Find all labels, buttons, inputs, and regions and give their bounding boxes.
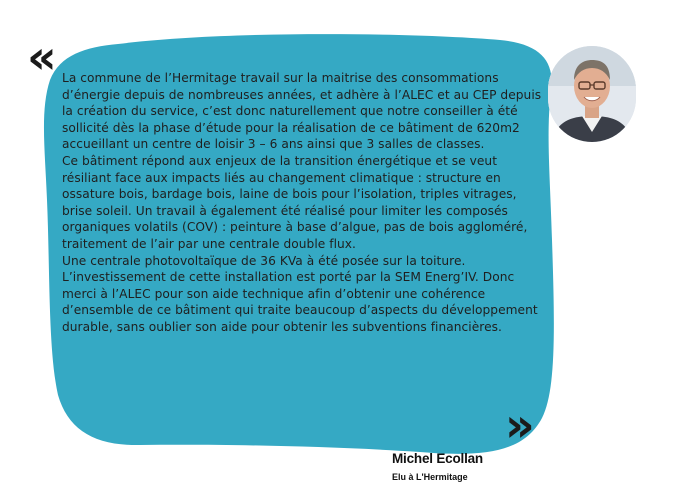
testimonial-paragraph-2: Ce bâtiment répond aux enjeux de la transition énergétique et se veut résiliant face aux impacts liés au changement climatique : structure en ossature bois, bardage bois, laine de bois pour l’isolation, triples vitrages, brise soleil. Un travail à également été réalisé pour limiter les composés organiques volatils (COV) : peinture à base d’algue, pas de bois aggloméré, traitement de l’air par une centrale double flux. — [62, 153, 528, 251]
portrait-photo-icon — [548, 46, 636, 142]
testimonial-paragraph-3: Une centrale photovoltaïque de 36 KVa à été posée sur la toiture. L’investissement de cette installation est porté par la SEM Energ’IV. Donc merci à l’ALEC pour son aide technique afin d’obtenir une cohérence d’ensemble de ce bâtiment qui traite beaucoup d’aspects du développement durable, sans oublier son aide pour obtenir les subventions financières. — [62, 253, 538, 334]
testimonial-text — [62, 70, 546, 336]
signature-name: Michel Ecollan — [392, 451, 483, 466]
testimonial-paragraph-1: La commune de l’Hermitage travail sur la maitrise des consommations d’énergie depuis de nombreuses années, et adhère à l’ALEC et au CEP depuis la création du service, c’est donc naturellement que notre conseiller à été sollicité dès la phase d’étude pour la réalisation de ce bâtiment de 620m2 accueillant un centre de loisir 3 – 6 ans ainsi que 3 salles de classes. — [62, 71, 542, 152]
open-quote-mark: « — [27, 30, 57, 84]
signature-role: Elu à L'Hermitage — [392, 472, 468, 482]
avatar — [548, 46, 636, 142]
close-quote-mark: » — [505, 398, 535, 452]
